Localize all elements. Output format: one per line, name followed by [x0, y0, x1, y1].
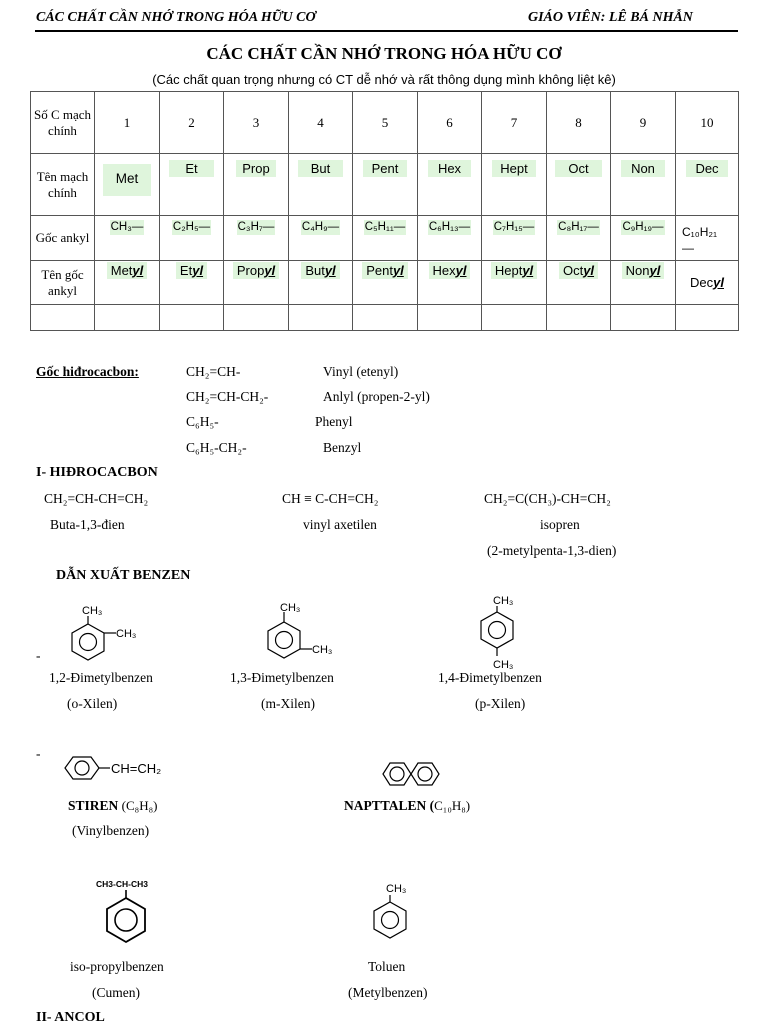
number-cell: 5: [353, 92, 418, 154]
m-xylene-structure: [254, 598, 350, 664]
row-ankyl-name: [31, 261, 739, 305]
ankyl-formula: C₅H₁₁—: [364, 221, 406, 233]
number-cell: 2: [160, 92, 224, 154]
compound-name: Buta-1,3-đien: [50, 517, 125, 532]
number-cell: 9: [611, 92, 676, 154]
compound-formula: CH₂=C(CH₃)-CH=CH₂: [484, 491, 611, 506]
stem-chip: Prop: [236, 160, 275, 177]
ankyl-formula: C₂H₅—: [172, 221, 211, 233]
ankyl-name: Hexyl: [429, 262, 471, 279]
compound-name: isopren: [540, 517, 580, 532]
ankyl-formula: C₃H₇—: [237, 221, 275, 233]
row-label: Số C mạch chính: [31, 92, 95, 154]
radical-formula: C₆H₅-CH₂-: [186, 440, 247, 455]
compound-alt-name: (2-metylpenta-1,3-dien): [487, 543, 617, 558]
ankyl-name: Metyl: [107, 262, 148, 279]
number-cell: 10: [676, 92, 739, 154]
p-xylene-structure: [472, 592, 542, 672]
ankyl-name: Pentyl: [362, 262, 408, 279]
ankyl-name: Nonyl: [622, 262, 665, 279]
alkane-table: [30, 91, 739, 331]
row-carbon-count: [31, 92, 739, 154]
cumene-structure: [90, 876, 174, 946]
radical-formula: CH₂=CH-CH₂-: [186, 389, 269, 404]
compound-formula: CH₂=CH-CH=CH₂: [44, 491, 149, 506]
stem-chip: Hex: [428, 160, 471, 177]
compound-name: vinyl axetilen: [303, 517, 377, 532]
methyl-label: CH₃: [116, 628, 137, 640]
radicals-label: Gốc hiđrocacbon:: [36, 364, 139, 379]
radical-formula: CH₂=CH-: [186, 364, 241, 379]
ankyl-name: Propyl: [233, 262, 279, 279]
row-stem: [31, 154, 739, 216]
row-label: Tên gốc ankyl: [31, 261, 95, 305]
radical-formula: C₆H₅-: [186, 414, 219, 429]
toluene-alt: (Metylbenzen): [348, 985, 428, 1000]
radical-name: Vinyl (etenyl): [323, 364, 399, 379]
xylene-name: 1,4-Đimetylbenzen: [438, 670, 542, 685]
ankyl-name: Decyl: [690, 275, 724, 290]
stem-chip: Et: [169, 160, 213, 177]
styrene-label: STIREN (C₈H₈): [68, 798, 158, 813]
ankyl-name: Etyl: [176, 262, 207, 279]
radical-name: Phenyl: [315, 414, 353, 429]
stem-chip: Pent: [363, 160, 408, 177]
section-heading: I- HIĐROCACBON: [36, 465, 158, 480]
ankyl-formula: C₄H₉—: [301, 221, 340, 233]
xylene-alt: (m-Xilen): [261, 696, 315, 711]
ankyl-formula: C₇H₁₅—: [493, 221, 535, 233]
methyl-label: CH₃: [386, 883, 407, 895]
ankyl-name: Octyl: [559, 262, 598, 279]
vinyl-group-label: CH=CH₂: [111, 761, 162, 776]
methyl-label: CH₃: [312, 644, 333, 656]
row-empty: [31, 305, 739, 331]
page-title: CÁC CHẤT CẦN NHỚ TRONG HÓA HỮU CƠ: [206, 44, 562, 63]
stem-chip: Met: [103, 164, 151, 196]
cumene-name: iso-propylbenzen: [70, 959, 164, 974]
number-cell: 6: [418, 92, 482, 154]
radical-name: Benzyl: [323, 440, 362, 455]
ankyl-name: Heptyl: [491, 262, 537, 279]
row-label: Gốc ankyl: [31, 216, 95, 261]
stem-chip: Non: [621, 160, 665, 177]
number-cell: 8: [547, 92, 611, 154]
stem-chip: But: [298, 160, 344, 177]
ankyl-name: Butyl: [301, 262, 339, 279]
toluene-name: Toluen: [368, 959, 406, 974]
naphthalene-structure: [380, 758, 444, 792]
xylene-name: 1,2-Đimetylbenzen: [49, 670, 153, 685]
header-divider: [35, 30, 738, 32]
number-cell: 1: [95, 92, 160, 154]
xylene-alt: (p-Xilen): [475, 696, 526, 711]
toluene-structure: [368, 876, 428, 946]
dash-marker: -: [36, 648, 41, 663]
compound-formula: CH ≡ C-CH=CH₂: [282, 491, 379, 506]
methyl-label: CH₃: [82, 605, 103, 617]
cumene-alt: (Cumen): [92, 985, 140, 1000]
methyl-label: CH₃: [493, 659, 514, 671]
isopropyl-group-label: CH3-CH-CH3: [96, 879, 148, 889]
section-heading: DẪN XUẤT BENZEN: [56, 568, 191, 583]
number-cell: 3: [224, 92, 289, 154]
page-subtitle: (Các chất quan trọng nhưng có CT dễ nhớ và rất thông dụng mình không liệt kê): [152, 72, 616, 87]
stem-chip: Hept: [492, 160, 535, 177]
header-right: GIÁO VIÊN: LÊ BÁ NHẪN: [528, 10, 693, 25]
dash-marker: -: [36, 746, 41, 761]
o-xylene-structure: [60, 602, 156, 668]
xylene-name: 1,3-Đimetylbenzen: [230, 670, 334, 685]
row-ankyl: [31, 216, 739, 261]
number-cell: 4: [289, 92, 353, 154]
xylene-alt: (o-Xilen): [67, 696, 118, 711]
number-cell: 7: [482, 92, 547, 154]
styrene-structure: [62, 754, 172, 786]
stem-chip: Oct: [555, 160, 601, 177]
row-label: Tên mạch chính: [31, 154, 95, 216]
ankyl-formula: C₉H₁₉—: [622, 221, 664, 233]
ankyl-formula: CH₃—: [110, 221, 144, 233]
ankyl-formula: C₆H₁₃—: [428, 221, 471, 233]
ankyl-formula: C₈H₁₇—: [558, 221, 599, 233]
radical-name: Anlyl (propen-2-yl): [323, 389, 430, 404]
naphthalene-label: NAPTTALEN (C₁₀H₈): [344, 798, 471, 813]
methyl-label: CH₃: [493, 595, 514, 607]
header-left: CÁC CHẤT CẦN NHỚ TRONG HÓA HỮU CƠ: [36, 10, 316, 25]
methyl-label: CH₃: [280, 602, 301, 614]
styrene-alt: (Vinylbenzen): [72, 823, 150, 838]
stem-chip: Dec: [686, 160, 727, 177]
section-heading: II- ANCOL: [36, 1010, 105, 1025]
ankyl-formula: C₁₀H₂₁—: [682, 225, 718, 255]
